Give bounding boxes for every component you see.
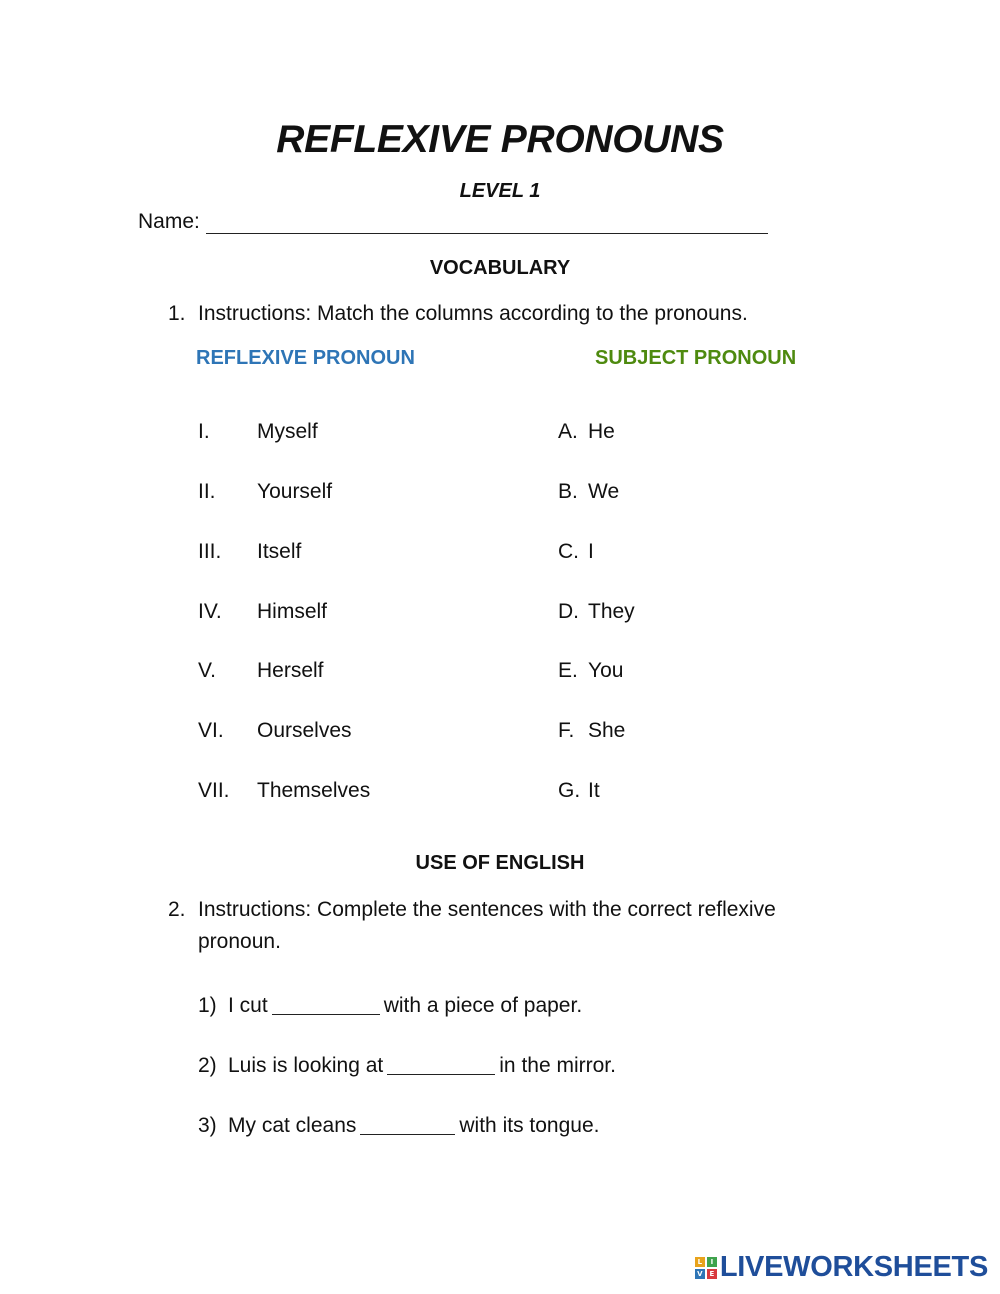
reflexive-item-number: V. <box>198 659 216 682</box>
reflexive-item-word: Themselves <box>257 779 371 802</box>
sentence-number: 2) <box>198 1054 217 1077</box>
sentence-start: My cat cleans <box>228 1114 357 1137</box>
reflexive-item-number: II. <box>198 480 216 503</box>
subject-item[interactable] <box>558 600 635 624</box>
reflexive-item-word: Ourselves <box>257 719 352 742</box>
logo-letter: V <box>695 1269 705 1279</box>
name-label: Name: <box>138 210 200 233</box>
subject-item-word: He <box>588 420 615 443</box>
subject-item-word: You <box>588 659 624 682</box>
answer-blank[interactable] <box>360 1114 455 1135</box>
sentence-start: I cut <box>228 994 268 1017</box>
subject-item[interactable] <box>558 480 619 504</box>
subject-item-word: I <box>588 540 594 563</box>
subject-item[interactable] <box>558 779 600 803</box>
reflexive-item-number: III. <box>198 540 222 563</box>
subject-item-letter: B. <box>558 480 578 503</box>
reflexive-item[interactable] <box>198 480 332 504</box>
reflexive-item-number: VII. <box>198 779 230 802</box>
answer-blank[interactable] <box>387 1054 495 1075</box>
subject-item-letter: G. <box>558 779 581 802</box>
subject-item-letter: F. <box>558 719 575 742</box>
sentence-item <box>198 994 582 1018</box>
subject-item-letter: C. <box>558 540 579 563</box>
name-input-line[interactable] <box>206 211 768 234</box>
instruction-1 <box>168 298 848 330</box>
use-of-english-heading: USE OF ENGLISH <box>415 852 585 874</box>
subject-item[interactable] <box>558 719 625 743</box>
reflexive-item-word: Herself <box>257 659 324 682</box>
instruction-1-number: 1. <box>168 302 186 325</box>
subject-item-word: It <box>588 779 600 802</box>
reflexive-item-number: VI. <box>198 719 224 742</box>
logo-letter: I <box>707 1257 717 1267</box>
reflexive-item-word: Yourself <box>257 480 333 503</box>
instruction-2 <box>168 894 848 958</box>
instruction-2-number: 2. <box>168 898 186 921</box>
liveworksheets-logo-icon <box>695 1257 717 1279</box>
subject-item[interactable] <box>558 420 615 444</box>
reflexive-item-word: Itself <box>257 540 302 563</box>
sentence-item <box>198 1114 599 1138</box>
reflexive-item-word: Himself <box>257 600 328 623</box>
logo-letter: L <box>695 1257 705 1267</box>
sentence-end: with a piece of paper. <box>383 994 583 1017</box>
reflexive-item[interactable] <box>198 719 352 743</box>
reflexive-item-word: Myself <box>257 420 318 443</box>
sentence-end: with its tongue. <box>459 1114 600 1137</box>
subject-item-letter: D. <box>558 600 579 623</box>
logo-letter: E <box>707 1269 717 1279</box>
name-row <box>138 210 768 234</box>
subject-item-letter: E. <box>558 659 578 682</box>
instruction-1-text: Instructions: Match the columns according to the pronouns. <box>198 302 748 325</box>
reflexive-item[interactable] <box>198 420 318 444</box>
worksheet-title: REFLEXIVE PRONOUNS <box>276 118 724 161</box>
reflexive-pronoun-heading: REFLEXIVE PRONOUN <box>196 347 415 369</box>
reflexive-item[interactable] <box>198 779 370 803</box>
subject-item-word: They <box>588 600 635 623</box>
subject-pronoun-heading: SUBJECT PRONOUN <box>595 347 797 369</box>
liveworksheets-logo-text: LIVEWORKSHEETS <box>719 1251 988 1283</box>
liveworksheets-logo <box>695 1251 988 1284</box>
sentence-number: 3) <box>198 1114 217 1137</box>
sentence-item <box>198 1054 616 1078</box>
subject-item[interactable] <box>558 659 623 683</box>
reflexive-item[interactable] <box>198 540 301 564</box>
reflexive-item[interactable] <box>198 600 327 624</box>
vocabulary-heading: VOCABULARY <box>429 257 571 279</box>
answer-blank[interactable] <box>272 994 380 1015</box>
subject-item-letter: A. <box>558 420 578 443</box>
instruction-2-text: Instructions: Complete the sentences with the correct reflexive pronoun. <box>198 898 776 953</box>
subject-item-word: We <box>588 480 620 503</box>
reflexive-item[interactable] <box>198 659 324 683</box>
subject-item[interactable] <box>558 540 594 564</box>
subject-item-word: She <box>588 719 626 742</box>
sentence-start: Luis is looking at <box>228 1054 384 1077</box>
sentence-number: 1) <box>198 994 217 1017</box>
reflexive-item-number: IV. <box>198 600 222 623</box>
level-label: LEVEL 1 <box>459 180 541 202</box>
sentence-end: in the mirror. <box>499 1054 616 1077</box>
reflexive-item-number: I. <box>198 420 210 443</box>
